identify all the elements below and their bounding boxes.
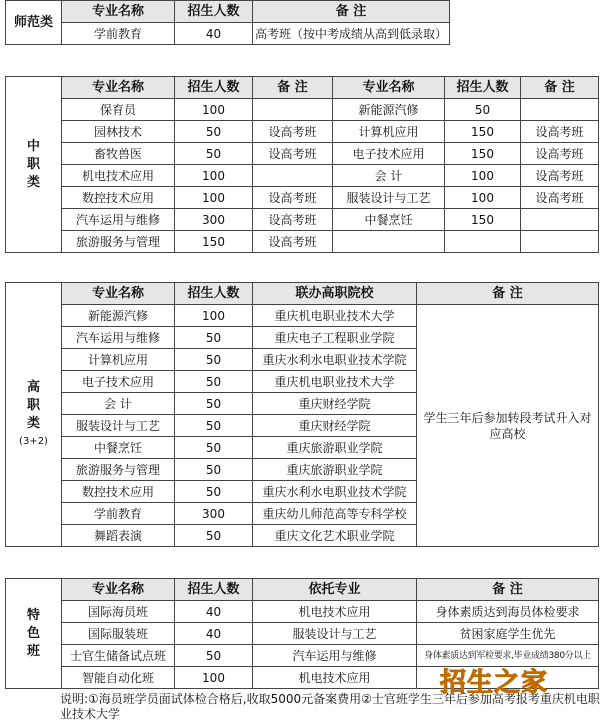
cell: 身体素质达到军检要求,毕业成绩380分以上 <box>417 645 599 667</box>
cell: 高考班（按中考成绩从高到低录取） <box>253 23 450 45</box>
cell: 服装设计与工艺 <box>333 187 445 209</box>
cell: 计算机应用 <box>333 121 445 143</box>
column-header: 备 注 <box>521 77 599 99</box>
cell <box>253 99 333 121</box>
category-label: 师范类 <box>6 1 62 45</box>
cell: 50 <box>175 393 253 415</box>
cell: 贫困家庭学生优先 <box>417 623 599 645</box>
table-row <box>6 187 599 209</box>
cell: 舞蹈表演 <box>62 525 175 547</box>
section-higher-vocational <box>5 282 599 547</box>
table-row <box>6 231 599 253</box>
table-row <box>6 77 599 99</box>
cell: 机电技术应用 <box>253 667 417 689</box>
cell: 重庆电子工程职业学院 <box>253 327 417 349</box>
cell: 汽车运用与维修 <box>62 327 175 349</box>
cell: 新能源汽修 <box>62 305 175 327</box>
table-row <box>6 601 599 623</box>
cell: 50 <box>175 459 253 481</box>
cell: 设高考班 <box>253 187 333 209</box>
column-header: 备 注 <box>253 1 450 23</box>
cell: 重庆财经学院 <box>253 415 417 437</box>
cell <box>445 231 521 253</box>
note-cell: 学生三年后参加转段考试升入对应高校 <box>417 305 599 547</box>
cell: 300 <box>175 209 253 231</box>
cell: 重庆水利水电职业技术学院 <box>253 349 417 371</box>
cell: 士官生储备试点班 <box>62 645 175 667</box>
watermark-logo: 招生之家 <box>440 668 549 698</box>
cell: 50 <box>175 525 253 547</box>
cell: 100 <box>445 165 521 187</box>
table-row <box>6 209 599 231</box>
cell: 100 <box>175 187 253 209</box>
column-header: 招生人数 <box>175 283 253 305</box>
cell: 学前教育 <box>62 23 175 45</box>
cell: 新能源汽修 <box>333 99 445 121</box>
cell: 重庆机电职业技术大学 <box>253 371 417 393</box>
cell: 服装设计与工艺 <box>62 415 175 437</box>
table-row <box>6 623 599 645</box>
cell: 机电技术应用 <box>62 165 175 187</box>
cell: 重庆文化艺术职业学院 <box>253 525 417 547</box>
cell: 100 <box>175 99 253 121</box>
cell <box>521 231 599 253</box>
cell: 设高考班 <box>253 231 333 253</box>
cell: 设高考班 <box>253 121 333 143</box>
cell: 设高考班 <box>521 187 599 209</box>
cell: 50 <box>445 99 521 121</box>
cell: 中餐烹饪 <box>333 209 445 231</box>
table-row <box>6 283 599 305</box>
table-row <box>6 579 599 601</box>
column-header: 备 注 <box>417 579 599 601</box>
cell: 服装设计与工艺 <box>253 623 417 645</box>
cell: 150 <box>175 231 253 253</box>
cell <box>521 209 599 231</box>
cell: 重庆幼儿师范高等专科学校 <box>253 503 417 525</box>
cell: 电子技术应用 <box>333 143 445 165</box>
cell: 设高考班 <box>253 143 333 165</box>
cell: 重庆水利水电职业技术学院 <box>253 481 417 503</box>
cell: 150 <box>445 121 521 143</box>
cell: 设高考班 <box>521 165 599 187</box>
cell: 50 <box>175 437 253 459</box>
cell: 园林技术 <box>62 121 175 143</box>
column-header: 联办高职院校 <box>253 283 417 305</box>
cell: 50 <box>175 349 253 371</box>
cell: 50 <box>175 327 253 349</box>
cell: 50 <box>175 143 253 165</box>
cell: 汽车运用与维修 <box>253 645 417 667</box>
category-label: 中 职 类 <box>6 77 62 253</box>
column-header: 专业名称 <box>62 77 175 99</box>
cell: 计算机应用 <box>62 349 175 371</box>
column-header: 专业名称 <box>62 283 175 305</box>
cell: 汽车运用与维修 <box>62 209 175 231</box>
column-header: 依托专业 <box>253 579 417 601</box>
cell: 机电技术应用 <box>253 601 417 623</box>
cell: 重庆旅游职业学院 <box>253 437 417 459</box>
column-header: 专业名称 <box>62 1 175 23</box>
column-header: 专业名称 <box>62 579 175 601</box>
cell: 会 计 <box>333 165 445 187</box>
cell: 40 <box>175 623 253 645</box>
cell: 100 <box>445 187 521 209</box>
column-header: 专业名称 <box>333 77 445 99</box>
cell: 50 <box>175 415 253 437</box>
cell: 40 <box>175 601 253 623</box>
table-row <box>6 143 599 165</box>
cell <box>333 231 445 253</box>
cell: 100 <box>175 667 253 689</box>
cell: 学前教育 <box>62 503 175 525</box>
cell: 设高考班 <box>253 209 333 231</box>
cell: 设高考班 <box>521 121 599 143</box>
category-label: 高 职 类 (3+2) <box>6 283 62 547</box>
cell: 40 <box>175 23 253 45</box>
cell: 50 <box>175 121 253 143</box>
cell: 身体素质达到海员体检要求 <box>417 601 599 623</box>
cell: 设高考班 <box>521 143 599 165</box>
higher-table <box>5 282 599 547</box>
cell: 电子技术应用 <box>62 371 175 393</box>
cell <box>521 99 599 121</box>
section-secondary-vocational <box>5 76 599 253</box>
cell: 智能自动化班 <box>62 667 175 689</box>
cell: 国际海员班 <box>62 601 175 623</box>
column-header: 招生人数 <box>175 579 253 601</box>
cell: 50 <box>175 645 253 667</box>
cell: 数控技术应用 <box>62 481 175 503</box>
cell: 300 <box>175 503 253 525</box>
table-row <box>6 121 599 143</box>
cell: 重庆旅游职业学院 <box>253 459 417 481</box>
cell: 重庆财经学院 <box>253 393 417 415</box>
cell: 150 <box>445 209 521 231</box>
column-header: 备 注 <box>417 283 599 305</box>
secondary-table <box>5 76 599 253</box>
column-header: 招生人数 <box>445 77 521 99</box>
cell: 50 <box>175 371 253 393</box>
cell: 100 <box>175 305 253 327</box>
cell: 中餐烹饪 <box>62 437 175 459</box>
cell: 重庆机电职业技术大学 <box>253 305 417 327</box>
cell: 数控技术应用 <box>62 187 175 209</box>
table-row <box>6 305 599 327</box>
category-label: 特 色 班 <box>6 579 62 689</box>
table-row <box>6 99 599 121</box>
table-row <box>6 1 450 23</box>
cell: 50 <box>175 481 253 503</box>
table-row <box>6 23 450 45</box>
cell: 保育员 <box>62 99 175 121</box>
cell: 畜牧兽医 <box>62 143 175 165</box>
column-header: 招生人数 <box>175 77 253 99</box>
cell: 国际服装班 <box>62 623 175 645</box>
cell: 旅游服务与管理 <box>62 459 175 481</box>
cell: 旅游服务与管理 <box>62 231 175 253</box>
column-header: 招生人数 <box>175 1 253 23</box>
footnote: 说明:①海员班学员面试体检合格后,收取5000元备案费用②士官班学生三年后参加高考报考重庆机电职业技术大学 <box>60 692 600 721</box>
column-header: 备 注 <box>253 77 333 99</box>
normal-table <box>5 0 450 45</box>
cell: 100 <box>175 165 253 187</box>
cell: 会 计 <box>62 393 175 415</box>
cell <box>253 165 333 187</box>
table-row <box>6 165 599 187</box>
section-normal <box>5 0 450 45</box>
cell: 150 <box>445 143 521 165</box>
